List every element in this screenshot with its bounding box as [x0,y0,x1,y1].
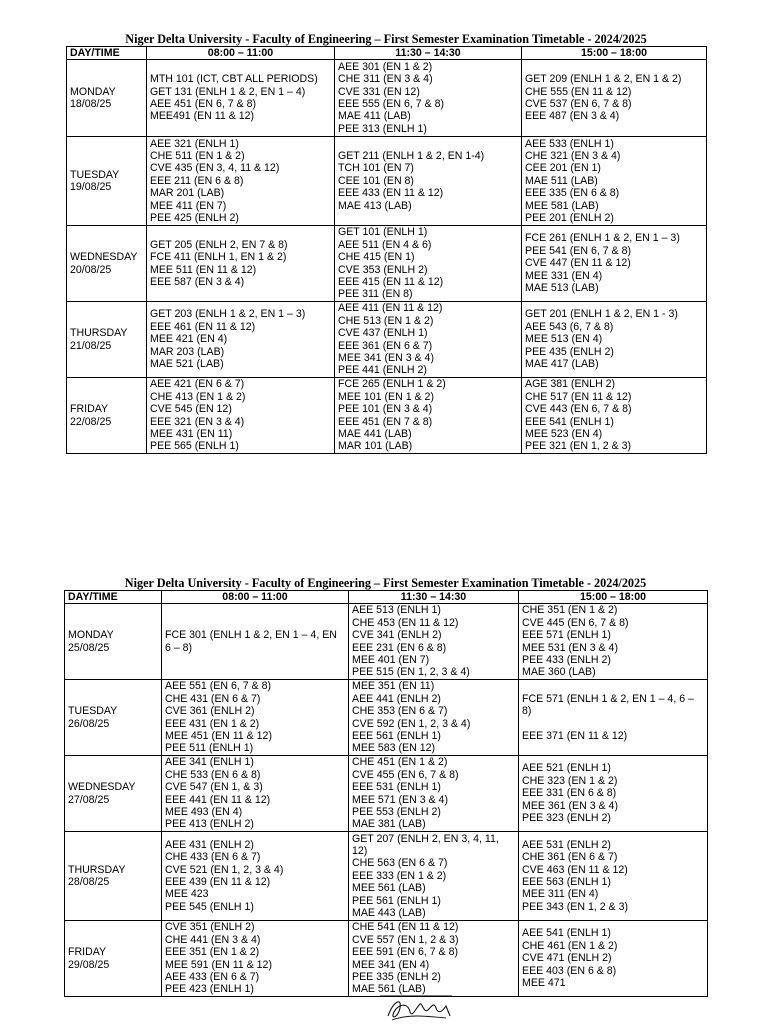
exam-entry: PEE 553 (ENLH 2) [352,805,441,818]
exam-entry: EEE 335 (EN 6 & 8) [525,187,620,200]
slot-evening-cell [519,604,708,680]
exam-entry: MTH 101 (ICT, CBT ALL PERIODS) [150,73,318,86]
exam-entry: MEE 581 (LAB) [525,199,599,212]
exam-entry: MEE 451 (EN 11 & 12) [165,729,272,742]
exam-entry: CVE 557 (EN 1, 2 & 3) [352,933,459,946]
table-row [65,756,708,832]
exam-entry: AEE 451 (EN 6, 7 & 8) [150,98,256,110]
exam-entry: CHE 353 (EN 6 & 7) [352,705,448,718]
header-row [67,47,707,60]
exam-entry: MAE 411 (LAB) [338,110,411,123]
exam-entry: CHE 441 (EN 3 & 4) [165,933,261,946]
exam-entry: EEE 321 (EN 3 & 4) [150,415,245,428]
exam-entry: EEE 439 (EN 11 & 12) [165,876,271,888]
exam-entry: MAE 513 (LAB) [525,282,599,295]
day-name: MONDAY [68,629,114,642]
exam-entry: MEE 341 (EN 3 & 4) [338,351,434,364]
exam-entry: EEE 403 (EN 6 & 8) [522,964,617,977]
exam-entry: CVE 547 (EN 1, & 3) [165,781,263,794]
exam-entry: MAE 521 (LAB) [150,358,224,371]
exam-entry: PEE 423 (ENLH 1) [165,983,254,996]
exam-entry: CHE 431 (EN 6 & 7) [165,692,261,705]
exam-entry: AEE 513 (ENLH 1) [352,604,441,617]
exam-entry: EEE 571 (ENLH 1) [522,629,611,642]
exam-entry: CHE 361 (EN 6 & 7) [522,851,618,864]
exam-date: 21/08/25 [70,339,112,352]
slot-evening-cell [519,832,708,921]
header-slot-midday: 11:30 – 14:30 [335,47,522,60]
day-name: TUESDAY [70,168,120,181]
exam-entry: MEE 471 [522,977,566,990]
exam-entry: CEE 101 (EN 8) [338,174,414,187]
exam-entry: AEE 411 (EN 11 & 12) [338,302,443,315]
exam-entry: PEE 313 (ENLH 1) [338,122,427,135]
slot-morning-cell [162,832,349,921]
exam-entry: GET 209 (ENLH 1 & 2, EN 1 & 2) [525,73,682,86]
exam-entry: PEE 565 (ENLH 1) [150,440,239,453]
exam-entry: PEE 201 (ENLH 2) [525,212,614,225]
slot-morning-cell [162,680,349,756]
slot-midday-cell [349,756,519,832]
day-cell [65,832,162,921]
exam-entry: MEE 351 (EN 11) [352,680,435,693]
exam-entry: PEE 425 (ENLH 2) [150,212,239,225]
exam-entry: CHE 461 (EN 1 & 2) [522,939,618,952]
exam-entry: MEE 513 (EN 4) [525,333,603,346]
exam-entry: AEE 341 (ENLH 1) [165,756,254,769]
exam-entry: CHE 511 (EN 1 & 2) [150,149,245,162]
exam-entry: MAE 443 (LAB) [352,907,426,920]
exam-entry: EEE 441 (EN 11 & 12) [165,793,271,806]
header-day-time: DAY/TIME [67,47,147,60]
exam-entry: CHE 323 (EN 1 & 2) [522,774,618,787]
exam-entry: CHE 451 (EN 1 & 2) [352,756,448,769]
exam-entry: MEE 361 (EN 3 & 4) [522,799,618,812]
exam-entry: MEE 583 (EN 12) [352,742,436,755]
exam-entry: CHE 555 (EN 11 & 12) [525,85,632,98]
exam-entry: EEE 351 (EN 1 & 2) [165,946,260,959]
exam-entry: CVE 341 (ENLH 2) [352,629,442,642]
day-cell [65,680,162,756]
timetable-week-1 [66,32,706,454]
exam-entry: PEE 321 (EN 1, 2 & 3) [525,440,631,453]
exam-entry: EEE 431 (EN 1 & 2) [165,717,260,730]
slot-morning-cell [147,378,335,454]
slot-midday-cell [335,137,522,226]
exam-entry: FCE 571 (ENLH 1 & 2, EN 1 – 4, 6 – 8) [522,692,694,718]
slot-evening-cell [522,378,707,454]
slot-evening-cell [522,302,707,378]
exam-entry: MEE491 (EN 11 & 12) [150,110,255,123]
exam-entry: AEE 521 (ENLH 1) [522,762,611,775]
day-cell [67,378,147,454]
exam-entry: EEE 563 (ENLH 1) [522,876,611,888]
exam-entry: AEE 543 (6, 7 & 8) [525,320,614,333]
exam-date: 22/08/25 [70,415,112,428]
exam-entry: MAE 441 (LAB) [338,427,412,440]
exam-entry: CVE 447 (EN 11 & 12) [525,257,631,270]
exam-entry: CVE 521 (EN 1, 2, 3 & 4) [165,863,284,876]
exam-entry: MAR 101 (LAB) [338,440,413,453]
exam-entry: MEE 523 (EN 4) [525,427,603,440]
exam-entry: GET 211 (ENLH 1 & 2, EN 1-4) [338,149,485,162]
exam-date: 27/08/25 [68,793,110,806]
exam-entry: GET 201 (ENLH 1 & 2, EN 1 - 3) [525,308,678,321]
exam-entry: EEE 531 (ENLH 1) [352,781,441,794]
exam-entry: PEE 311 (EN 8) [338,288,413,301]
slot-morning-cell [162,921,349,997]
table-row [67,137,707,226]
table-row [65,832,708,921]
exam-entry: GET 101 (ENLH 1) [338,226,428,239]
exam-entry: EEE 331 (EN 6 & 8) [522,787,617,800]
exam-entry: MAR 201 (LAB) [150,187,225,200]
exam-entry [522,718,704,730]
exam-entry: PEE 323 (ENLH 2) [522,812,611,825]
header-slot-morning: 08:00 – 11:00 [147,47,335,60]
slot-evening-cell [519,756,708,832]
exam-date: 18/08/25 [70,98,112,110]
slot-evening-cell [519,921,708,997]
slot-evening-cell [522,60,707,137]
exam-entry: CHE 513 (EN 1 & 2) [338,314,434,327]
table-row [67,226,707,302]
exam-entry: EEE 561 (ENLH 1) [352,729,441,742]
exam-entry: EEE 451 (EN 7 & 8) [338,415,433,428]
exam-entry: MEE 401 (EN 7) [352,653,430,666]
exam-date: 20/08/25 [70,263,112,276]
exam-entry: MEE 423 [165,888,209,901]
exam-entry: MAR 203 (LAB) [150,345,225,358]
exam-entry: MEE 531 (EN 3 & 4) [522,641,618,654]
exam-entry: CHE 541 (EN 11 & 12) [352,921,459,934]
exam-entry: PEE 541 (EN 6, 7 & 8) [525,244,631,257]
exam-entry: CVE 545 (EN 12) [150,403,232,416]
exam-entry: AGE 381 (ENLH 2) [525,378,616,391]
exam-entry: MEE 431 (EN 11) [150,427,233,440]
exam-entry: CVE 592 (EN 1, 2, 3 & 4) [352,717,471,730]
exam-entry: MAE 511 (LAB) [525,174,598,187]
exam-entry: CHE 413 (EN 1 & 2) [150,390,246,403]
day-name: MONDAY [70,85,116,98]
exam-entry: PEE 441 (ENLH 2) [338,364,427,377]
exam-entry: AEE 531 (ENLH 2) [522,838,611,851]
exam-entry: MAE 381 (LAB) [352,818,426,831]
header-slot-evening: 15:00 – 18:00 [522,47,707,60]
exam-entry: AEE 421 (EN 6 & 7) [150,378,245,391]
exam-entry: PEE 101 (EN 3 & 4) [338,403,433,416]
exam-entry: GET 205 (ENLH 2, EN 7 & 8) [150,238,288,251]
header-day-time: DAY/TIME [65,591,162,604]
exam-entry: MEE 421 (EN 4) [150,333,228,346]
exam-entry: AEE 433 (EN 6 & 7) [165,970,260,983]
exam-entry: GET 131 (ENLH 1 & 2, EN 1 – 4) [150,85,306,98]
exam-entry: MEE 561 (LAB) [352,882,426,895]
exam-entry: CVE 351 (ENLH 2) [165,921,255,934]
exam-entry: CHE 311 (EN 3 & 4) [338,73,433,86]
day-cell [65,921,162,997]
exam-entry: AEE 551 (EN 6, 7 & 8) [165,680,271,693]
exam-entry: CVE 463 (EN 11 & 12) [522,863,628,876]
exam-entry: EEE 487 (EN 3 & 4) [525,110,620,123]
exam-entry: AEE 301 (EN 1 & 2) [338,60,433,73]
table-row [67,378,707,454]
exam-entry: CVE 331 (EN 12) [338,85,420,98]
exam-entry: MAE 413 (LAB) [338,199,412,212]
day-name: THURSDAY [70,327,128,340]
header-slot-morning: 08:00 – 11:00 [162,591,349,604]
exam-entry: EEE 371 (EN 11 & 12) [522,729,628,742]
exam-entry: CHE 321 (EN 3 & 4) [525,149,621,162]
timetable-title: Niger Delta University - Faculty of Engineering – First Semester Examination Timetable - 2024/2025 [125,32,647,46]
signature-mark [380,994,460,1024]
slot-midday-cell [349,604,519,680]
exam-entry: PEE 433 (ENLH 2) [522,653,611,666]
exam-entry: CHE 415 (EN 1) [338,251,415,264]
exam-entry: MEE 493 (EN 4) [165,805,243,818]
exam-entry: EEE 433 (EN 11 & 12) [338,187,444,200]
slot-morning-cell [147,226,335,302]
exam-entry: AEE 533 (ENLH 1) [525,137,614,150]
exam-entry: MEE 411 (EN 7) [150,199,227,212]
exam-entry: PEE 545 (ENLH 1) [165,900,254,913]
timetable-week-2 [64,576,707,997]
slot-midday-cell [335,378,522,454]
exam-entry: CVE 445 (EN 6, 7 & 8) [522,616,629,629]
table-row [65,680,708,756]
slot-evening-cell [522,137,707,226]
exam-entry: MEE 311 (EN 4) [522,888,599,901]
exam-entry: AEE 541 (ENLH 1) [522,927,611,940]
slot-evening-cell [519,680,708,756]
day-cell [67,60,147,137]
slot-midday-cell [349,680,519,756]
exam-entry: EEE 415 (EN 11 & 12) [338,275,444,288]
slot-midday-cell [335,302,522,378]
header-row [65,591,708,604]
exam-entry: CHE 563 (EN 6 & 7) [352,857,448,870]
exam-entry: CVE 361 (ENLH 2) [165,705,255,718]
exam-entry: EEE 591 (EN 6, 7 & 8) [352,946,458,959]
exam-date: 19/08/25 [70,181,112,193]
exam-entry: PEE 435 (ENLH 2) [525,345,614,358]
exam-date: 29/08/25 [68,958,110,971]
exam-entry: MEE 341 (EN 4) [352,958,430,971]
day-name: FRIDAY [68,946,107,959]
header-slot-midday: 11:30 – 14:30 [349,591,519,604]
exam-entry: CHE 453 (EN 11 & 12) [352,616,459,629]
timetable-title: Niger Delta University - Faculty of Engineering – First Semester Examination Timetable - 2024/2025 [124,576,647,590]
exam-entry: GET 207 (ENLH 2, EN 3, 4, 11, 12) [352,832,499,857]
table-row [65,921,708,997]
exam-entry: FCE 301 (ENLH 1 & 2, EN 1 – 4, EN 6 – 8) [165,629,337,654]
exam-entry: PEE 561 (ENLH 1) [352,894,441,907]
table-row [65,604,708,680]
exam-entry: EEE 361 (EN 6 & 7) [338,339,433,352]
day-name: TUESDAY [68,705,118,718]
slot-midday-cell [335,60,522,137]
exam-entry: MAE 360 (LAB) [522,666,596,679]
slot-morning-cell [147,60,335,137]
exam-entry: CHE 351 (EN 1 & 2) [522,604,618,617]
timetable-table [64,590,708,997]
table-row [67,60,707,137]
exam-entry: CVE 471 (ENLH 2) [522,952,612,965]
exam-entry: FCE 261 (ENLH 1 & 2, EN 1 – 3) [525,232,680,245]
exam-entry: EEE 555 (EN 6, 7 & 8) [338,98,444,110]
slot-evening-cell [522,226,707,302]
exam-entry: PEE 413 (ENLH 2) [165,818,254,831]
exam-entry: MEE 511 (EN 11 & 12) [150,263,257,276]
slot-midday-cell [335,226,522,302]
exam-entry: CEE 201 (EN 1) [525,162,601,175]
exam-date: 26/08/25 [68,717,110,730]
day-name: FRIDAY [70,403,109,416]
header-slot-evening: 15:00 – 18:00 [519,591,708,604]
exam-entry: AEE 431 (ENLH 2) [165,838,254,851]
exam-entry: CHE 533 (EN 6 & 8) [165,768,261,781]
exam-entry: FCE 265 (ENLH 1 & 2) [338,378,446,391]
exam-entry: MAE 417 (LAB) [525,358,599,371]
slot-midday-cell [349,921,519,997]
exam-entry: EEE 231 (EN 6 & 8) [352,641,447,654]
exam-entry: AEE 441 (ENLH 2) [352,692,441,705]
exam-entry: MAE 561 (LAB) [352,983,426,996]
exam-entry: CVE 537 (EN 6, 7 & 8) [525,98,632,110]
exam-entry: MEE 331 (EN 4) [525,269,603,282]
exam-entry: CVE 437 (ENLH 1) [338,327,428,340]
exam-entry: AEE 511 (EN 4 & 6) [338,238,432,251]
day-name: THURSDAY [68,863,126,876]
slot-morning-cell [162,756,349,832]
exam-entry: MEE 591 (EN 11 & 12) [165,958,272,971]
exam-entry: PEE 335 (ENLH 2) [352,970,441,983]
exam-entry: CVE 353 (ENLH 2) [338,263,428,276]
exam-entry: CHE 517 (EN 11 & 12) [525,390,632,403]
exam-date: 25/08/25 [68,641,110,654]
day-cell [67,226,147,302]
slot-morning-cell [147,302,335,378]
exam-entry: MEE 101 (EN 1 & 2) [338,390,434,403]
exam-entry: EEE 461 (EN 11 & 12) [150,320,256,333]
day-name: WEDNESDAY [70,251,138,264]
day-cell [67,137,147,226]
exam-entry: EEE 541 (ENLH 1) [525,415,614,428]
exam-date: 28/08/25 [68,876,110,888]
table-row [67,302,707,378]
exam-entry: FCE 411 (ENLH 1, EN 1 & 2) [150,251,287,264]
exam-entry: EEE 211 (EN 6 & 8) [150,174,244,187]
exam-entry: PEE 511 (ENLH 1) [165,742,254,755]
exam-entry: PEE 515 (EN 1, 2, 3 & 4) [352,666,470,679]
day-cell [65,604,162,680]
exam-entry: EEE 587 (EN 3 & 4) [150,275,245,288]
exam-entry: AEE 321 (ENLH 1) [150,137,239,150]
slot-morning-cell [162,604,349,680]
exam-entry: PEE 343 (EN 1, 2 & 3) [522,900,628,913]
exam-entry: TCH 101 (EN 7) [338,162,414,175]
exam-entry: EEE 333 (EN 1 & 2) [352,869,447,882]
exam-entry: GET 203 (ENLH 1 & 2, EN 1 – 3) [150,308,306,321]
day-cell [65,756,162,832]
day-cell [67,302,147,378]
exam-entry: CVE 455 (EN 6, 7 & 8) [352,768,459,781]
exam-entry: CVE 443 (EN 6, 7 & 8) [525,403,632,416]
slot-midday-cell [349,832,519,921]
exam-entry: CHE 433 (EN 6 & 7) [165,851,261,864]
exam-entry: CVE 435 (EN 3, 4, 11 & 12) [150,162,280,175]
day-name: WEDNESDAY [68,781,136,794]
exam-entry: MEE 571 (EN 3 & 4) [352,793,448,806]
slot-morning-cell [147,137,335,226]
timetable-table [66,46,707,454]
